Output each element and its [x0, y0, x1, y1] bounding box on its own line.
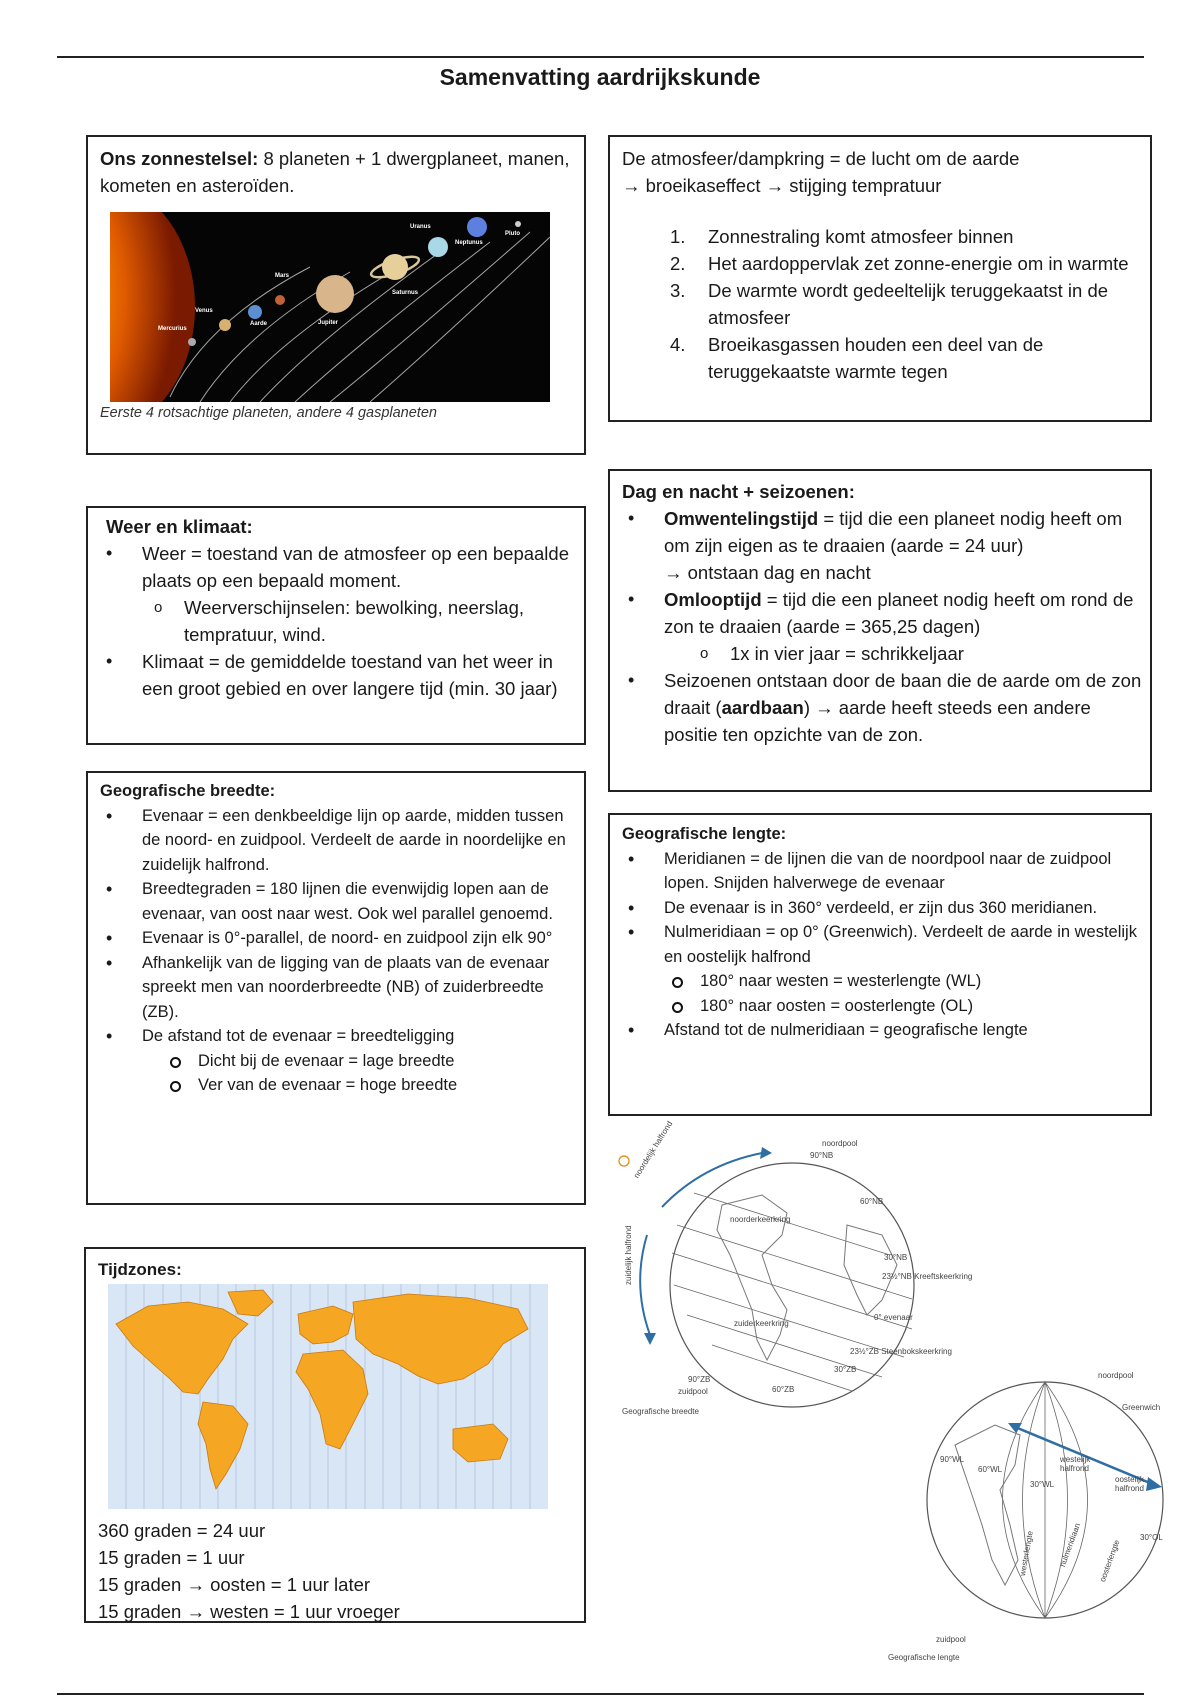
- diagram-caption: Geografische breedte: [622, 1407, 699, 1416]
- list-item: • De afstand tot de evenaar = breedteligging Dicht bij de evenaar = lage breedte Ver van de evenaar = hoge breedte: [100, 1024, 580, 1098]
- latitude-list: [100, 804, 580, 1098]
- diagram-label: 60°ZB: [772, 1385, 795, 1394]
- longitude-sublist: [670, 969, 1142, 1018]
- weather-sublist: [142, 594, 570, 648]
- day-night-box: [608, 469, 1152, 792]
- label-uranus: Uranus: [410, 224, 431, 230]
- daynight-list: [622, 505, 1142, 748]
- timezones-box: [84, 1247, 586, 1623]
- diagram-label: westelijk halfrond: [1060, 1455, 1091, 1473]
- diagram-label: 30°NB: [884, 1253, 908, 1262]
- list-item: • Breedtegraden = 180 lijnen die evenwijdig lopen aan de evenaar, van oost naar west. Ook wel parallel genoemd.: [100, 877, 580, 926]
- label-neptunus: Neptunus: [455, 240, 483, 246]
- list-item: 3. De warmte wordt gedeeltelijk teruggekaatst in de atmosfeer: [670, 280, 1109, 328]
- weather-list: [100, 540, 570, 702]
- arrow-icon: →: [622, 175, 641, 196]
- daynight-content: [622, 478, 1142, 748]
- list-item: • Afstand tot de nulmeridiaan = geografische lengte: [622, 1018, 1142, 1043]
- greenhouse-line: [622, 172, 1137, 199]
- longitude-heading: Geografische lengte:: [622, 825, 787, 843]
- list-item: • Omwentelingstijd = tijd die een planeet nodig heeft om om zijn eigen as te draaien (aarde = 24 uur) → ontstaan dag en nacht: [622, 505, 1142, 586]
- omwentelingstijd-term: Omwentelingstijd: [664, 508, 819, 529]
- diagram-label: Greenwich: [1122, 1403, 1161, 1412]
- diagram-caption: Geografische lengte: [888, 1653, 960, 1662]
- arrow-icon: →: [186, 1601, 205, 1622]
- weather-heading: Weer en klimaat:: [106, 516, 253, 537]
- solar-description: 8 planeten + 1 dwergplaneet, manen, kometen en asteroïden.: [100, 148, 570, 196]
- list-item: • Klimaat = de gemiddelde toestand van het weer in een groot gebied en over langere tijd (min. 30 jaar): [100, 648, 570, 702]
- longitude-globe-diagram: [888, 1365, 1165, 1670]
- greenhouse-result: stijging tempratuur: [789, 175, 942, 196]
- label-mercurius: Mercurius: [158, 326, 187, 332]
- diagram-label: noordelijk halfrond: [632, 1119, 675, 1180]
- diagram-label: zuiderkeerkring: [734, 1319, 789, 1328]
- label-aarde: Aarde: [250, 321, 268, 327]
- longitude-content: [622, 822, 1142, 1043]
- diagram-label: 90°NB: [810, 1151, 834, 1160]
- list-item: • Weer = toestand van de atmosfeer op een bepaalde plaats op een bepaald moment. o Weerverschijnselen: bewolking, neerslag, tempratuur, wind.: [100, 540, 570, 648]
- greenhouse-term: broeikaseffect: [645, 175, 761, 196]
- solar-system-box: [86, 135, 586, 455]
- aardbaan-term: aardbaan: [721, 697, 804, 718]
- planet-mars: [275, 295, 285, 305]
- omlooptijd-term: Omlooptijd: [664, 589, 762, 610]
- list-item: 4. Broeikasgassen houden een deel van de teruggekaatste warmte tegen: [670, 334, 1044, 382]
- atmosphere-content: [622, 145, 1137, 385]
- list-item: • Nulmeridiaan = op 0° (Greenwich). Verdeelt de aarde in westelijk en oostelijk halfrond 180° naar westen = westerlengte (WL) 180° naar oosten = oosterlengte (OL): [622, 920, 1142, 1018]
- diagram-label: 90°ZB: [688, 1375, 711, 1384]
- diagram-label: oostelijk halfrond: [1115, 1475, 1144, 1493]
- diagram-label: zuidpool: [936, 1635, 966, 1644]
- world-timezone-map: [108, 1284, 548, 1509]
- list-item: Ver van de evenaar = hoge breedte: [168, 1073, 580, 1098]
- label-pluto: Pluto: [505, 231, 520, 237]
- list-item: 2. Het aardoppervlak zet zonne-energie om in warmte: [670, 253, 1129, 274]
- timezones-lines: [98, 1517, 400, 1625]
- page-title: Samenvatting aardrijkskunde: [439, 64, 761, 90]
- list-item: o Weerverschijnselen: bewolking, neerslag, tempratuur, wind.: [142, 594, 570, 648]
- list-item: • De evenaar is in 360° verdeeld, er zijn dus 360 meridianen.: [622, 896, 1142, 921]
- bottom-rule: [57, 1693, 1144, 1695]
- list-item: 180° naar oosten = oosterlengte (OL): [670, 994, 1142, 1019]
- list-item: • Evenaar = een denkbeeldige lijn op aarde, midden tussen de noord- en zuidpool. Verdeelt de aarde in noordelijke en zuidelijk halfrond.: [100, 804, 580, 878]
- diagram-label: 30°WL: [1030, 1480, 1055, 1489]
- solar-system-image: [110, 212, 550, 402]
- label-saturnus: Saturnus: [392, 290, 419, 296]
- latitude-heading: Geografische breedte:: [100, 782, 276, 800]
- daynight-sublist: [688, 640, 1142, 667]
- diagram-label: 30°ZB: [834, 1365, 857, 1374]
- longitude-box: [608, 813, 1152, 1116]
- europe-africa-outline: [844, 1225, 897, 1315]
- planet-neptunus: [467, 217, 487, 237]
- timezone-line: 15 graden → oosten = 1 uur later: [98, 1574, 371, 1595]
- arrow-icon: →: [186, 1574, 205, 1595]
- diagram-label: nulmeridiaan: [1058, 1521, 1083, 1569]
- top-rule: [57, 56, 1144, 58]
- list-item: • Seizoenen ontstaan door de baan die de aarde om de zon draait (aardbaan) → aarde heeft steeds een andere positie ten opzichte van de zon.: [622, 667, 1142, 748]
- diagram-label: noordpool: [1098, 1371, 1134, 1380]
- timezone-line: 15 graden = 1 uur: [98, 1547, 245, 1568]
- greenhouse-steps: [622, 223, 1137, 385]
- planet-jupiter: [316, 275, 354, 313]
- diagram-label: westerlengte: [1018, 1530, 1035, 1577]
- list-item: • Omlooptijd = tijd die een planeet nodig heeft om rond de zon te draaien (aarde = 365,25 dagen) o 1x in vier jaar = schrikkeljaar: [622, 586, 1142, 667]
- list-item: • Afhankelijk van de ligging van de plaats van de evenaar spreekt men van noorderbreedte (NB) of zuiderbreedte (ZB).: [100, 951, 580, 1025]
- solar-heading: Ons zonnestelsel:: [100, 148, 259, 169]
- arrow-south: [640, 1235, 650, 1335]
- list-item: 1. Zonnestraling komt atmosfeer binnen: [670, 226, 1014, 247]
- solar-caption: Eerste 4 rotsachtige planeten, andere 4 gasplaneten: [100, 405, 437, 421]
- timezone-line: 15 graden → westen = 1 uur vroeger: [98, 1601, 400, 1622]
- list-item: o 1x in vier jaar = schrikkeljaar: [688, 640, 1142, 667]
- arrow-icon: →: [765, 175, 785, 196]
- weather-climate-box: [86, 506, 586, 745]
- diagram-label: zuidelijk halfrond: [624, 1225, 633, 1285]
- planet-saturnus: [382, 254, 408, 280]
- diagram-label: 60°NB: [860, 1197, 884, 1206]
- planet-pluto: [515, 221, 521, 227]
- diagram-label: 23½°ZB Steenbokskeerkring: [850, 1347, 952, 1356]
- list-item: • Meridianen = de lijnen die van de noordpool naar de zuidpool lopen. Snijden halverwege de evenaar: [622, 847, 1142, 896]
- diagram-label: 60°WL: [978, 1465, 1003, 1474]
- arrow-icon: →: [815, 697, 834, 718]
- planet-venus: [219, 319, 231, 331]
- timezones-heading: Tijdzones:: [98, 1260, 182, 1279]
- latitude-box: [86, 771, 586, 1205]
- diagram-label: 23½°NB Kreeftskeerkring: [882, 1272, 973, 1281]
- latitude-content: [100, 779, 580, 1098]
- list-item: 180° naar westen = westerlengte (WL): [670, 969, 1142, 994]
- latitude-sublist: [168, 1049, 580, 1098]
- planet-aarde: [248, 305, 262, 319]
- atmosphere-box: [608, 135, 1152, 422]
- label-jupiter: Jupiter: [318, 320, 339, 326]
- diagram-label: noorderkeerkring: [730, 1215, 791, 1224]
- planet-mercurius: [188, 338, 196, 346]
- arrow-icon: →: [664, 562, 683, 583]
- daynight-heading: Dag en nacht + seizoenen:: [622, 481, 855, 502]
- diagram-label: 30°OL: [1140, 1533, 1163, 1542]
- label-mars: Mars: [275, 273, 290, 279]
- list-item: Dicht bij de evenaar = lage breedte: [168, 1049, 580, 1074]
- timezone-line: 360 graden = 24 uur: [98, 1520, 266, 1541]
- label-venus: Venus: [195, 308, 213, 314]
- diagram-label: oosterlengte: [1098, 1538, 1122, 1584]
- atmosphere-definition: De atmosfeer/dampkring = de lucht om de aarde: [622, 148, 1020, 169]
- diagram-label: 0° evenaar: [874, 1313, 913, 1322]
- diagram-label: noordpool: [822, 1139, 858, 1148]
- longitude-list: [622, 847, 1142, 1043]
- solar-text: [100, 145, 570, 199]
- planet-uranus: [428, 237, 448, 257]
- weather-content: [100, 513, 570, 702]
- longitude-lines: [1003, 1382, 1088, 1618]
- list-item: • Evenaar is 0°-parallel, de noord- en zuidpool zijn elk 90°: [100, 926, 580, 951]
- latitude-lines: [672, 1193, 912, 1391]
- diagram-label: zuidpool: [678, 1387, 708, 1396]
- diagram-label: 90°WL: [940, 1455, 965, 1464]
